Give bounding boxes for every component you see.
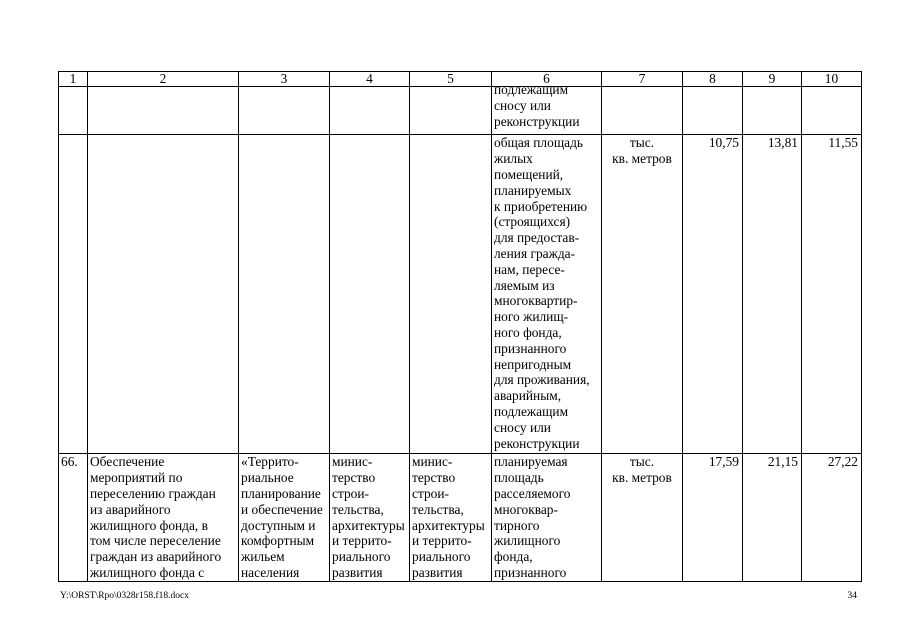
table-cell bbox=[59, 87, 88, 135]
value-cell: 10,75 bbox=[683, 135, 743, 454]
header-cell: 8 bbox=[683, 72, 743, 87]
footer-file-path: Y:\ORST\Rpo\0328r158.f18.docx bbox=[60, 591, 189, 601]
table-cell bbox=[410, 87, 492, 135]
table-row-66 bbox=[59, 454, 862, 581]
table-cell bbox=[239, 135, 330, 454]
table-cell bbox=[802, 87, 862, 135]
header-cell: 7 bbox=[602, 72, 683, 87]
table-row-area bbox=[59, 135, 862, 454]
table-cell bbox=[88, 87, 239, 135]
table-cell bbox=[602, 87, 683, 135]
table-cell bbox=[330, 135, 410, 454]
header-row bbox=[59, 72, 862, 87]
value-cell: 27,22 bbox=[802, 454, 862, 581]
table-cell bbox=[410, 135, 492, 454]
header-cell: 4 bbox=[330, 72, 410, 87]
header-cell: 10 bbox=[802, 72, 862, 87]
header-cell: 1 bbox=[59, 72, 88, 87]
program-name: «Террито- риальное планирование и обеспечение доступным и комфортным жильем населения bbox=[239, 454, 330, 581]
table-cell bbox=[239, 87, 330, 135]
value-cell: 17,59 bbox=[683, 454, 743, 581]
table-cell bbox=[330, 87, 410, 135]
header-cell: 3 bbox=[239, 72, 330, 87]
indicator-description: общая площадь жилых помещений, планируемых к приобретению (строящихся) для предостав- ления гражда- нам, пересе- ляемым из многоквартир- ного жилищ- ного фонда, признанного непригодным для проживания, аварийным, подлежащим сносу или реконструкции bbox=[492, 135, 602, 454]
header-cell: 5 bbox=[410, 72, 492, 87]
header-cell: 9 bbox=[743, 72, 802, 87]
header-cell: 2 bbox=[88, 72, 239, 87]
page-number: 34 bbox=[847, 591, 857, 601]
indicator-description: планируемая площадь расселяемого многоквар- тирного жилищного фонда, признанного bbox=[492, 454, 602, 581]
measure-name: Обеспечение мероприятий по переселению граждан из аварийного жилищного фонда, в том числе переселение граждан из аварийного жилищного фонда с bbox=[88, 454, 239, 581]
unit-cell: тыс. кв. метров bbox=[602, 135, 683, 454]
value-cell: 13,81 bbox=[743, 135, 802, 454]
value-cell: 11,55 bbox=[802, 135, 862, 454]
table-cell bbox=[59, 135, 88, 454]
table-cell bbox=[492, 87, 602, 135]
table-cell bbox=[743, 87, 802, 135]
indicator-description: подлежащим сносу или реконструкции bbox=[494, 86, 580, 129]
header-cell: 6 bbox=[492, 72, 602, 87]
row-number: 66. bbox=[59, 454, 88, 581]
table-cell bbox=[88, 135, 239, 454]
co-executor: минис- терство строи- тельства, архитектуры и террито- риального развития bbox=[410, 454, 492, 581]
table-cell bbox=[683, 87, 743, 135]
unit-cell: тыс. кв. метров bbox=[602, 454, 683, 581]
table-row-continued bbox=[59, 87, 862, 135]
program-table bbox=[58, 71, 862, 582]
value-cell: 21,15 bbox=[743, 454, 802, 581]
responsible-executor: минис- терство строи- тельства, архитектуры и террито- риального развития bbox=[330, 454, 410, 581]
